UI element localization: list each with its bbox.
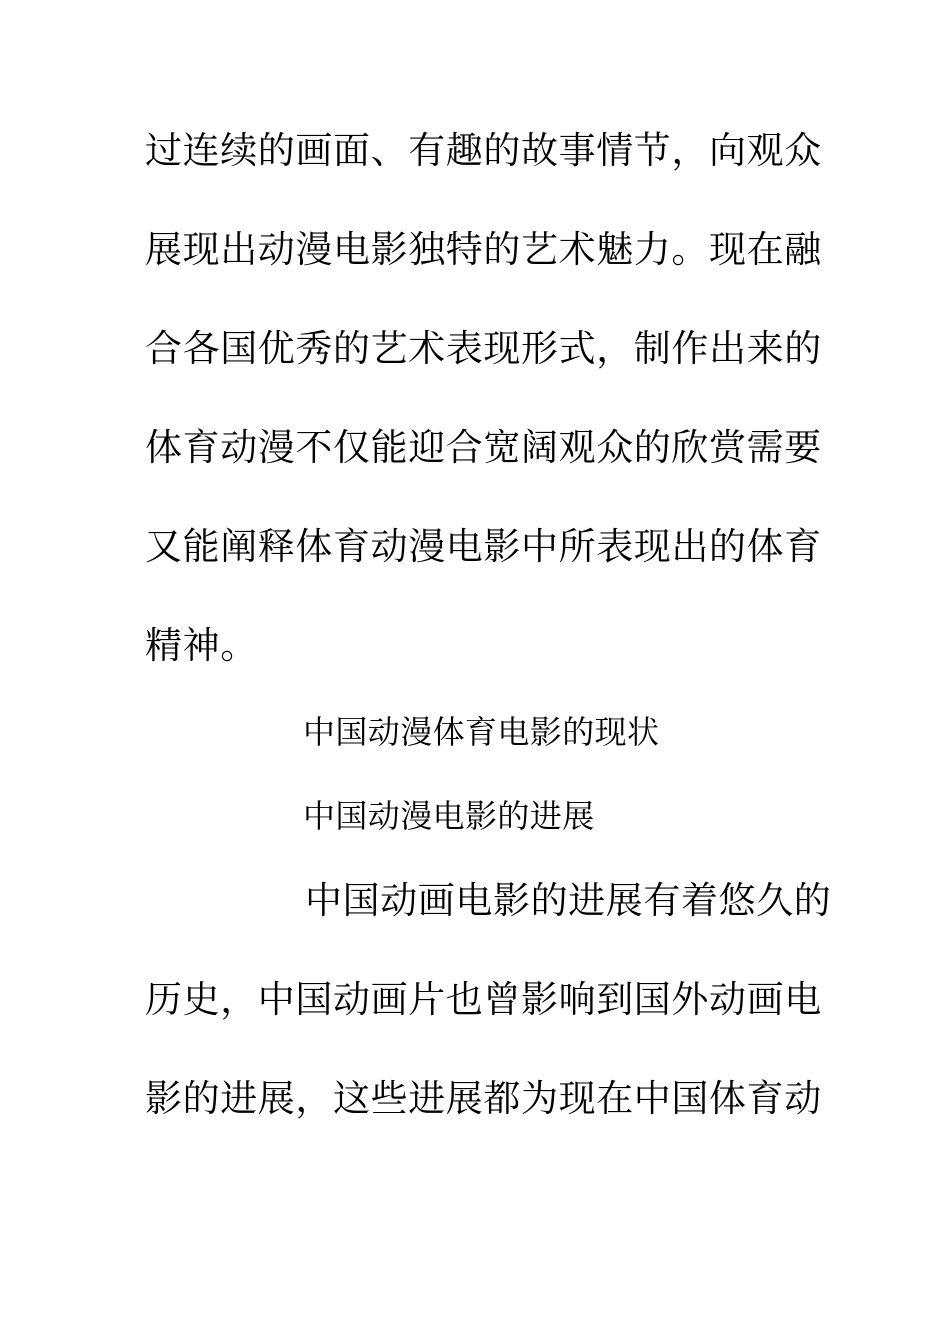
paragraph-line: 影的进展，这些进展都为现在中国体育动 <box>145 1077 822 1120</box>
section-heading: 中国动漫体育电影的现状 <box>303 713 660 751</box>
paragraph-line: 精神。 <box>145 624 258 667</box>
subsection-heading: 中国动漫电影的进展 <box>303 797 595 835</box>
paragraph-line: 展现出动漫电影独特的艺术魅力。现在融 <box>145 228 822 271</box>
paragraph-line: 合各国优秀的艺术表现形式，制作出来的 <box>145 327 822 370</box>
paragraph-line: 又能阐释体育动漫电影中所表现出的体育 <box>145 525 822 568</box>
paragraph-line: 体育动漫不仅能迎合宽阔观众的欣赏需要 <box>145 426 822 469</box>
paragraph-line-indented: 中国动画电影的进展有着悠久的 <box>305 879 832 922</box>
paragraph-line: 历史，中国动画片也曾影响到国外动画电 <box>145 978 822 1021</box>
paragraph-line: 过连续的画面、有趣的故事情节，向观众 <box>145 129 822 172</box>
